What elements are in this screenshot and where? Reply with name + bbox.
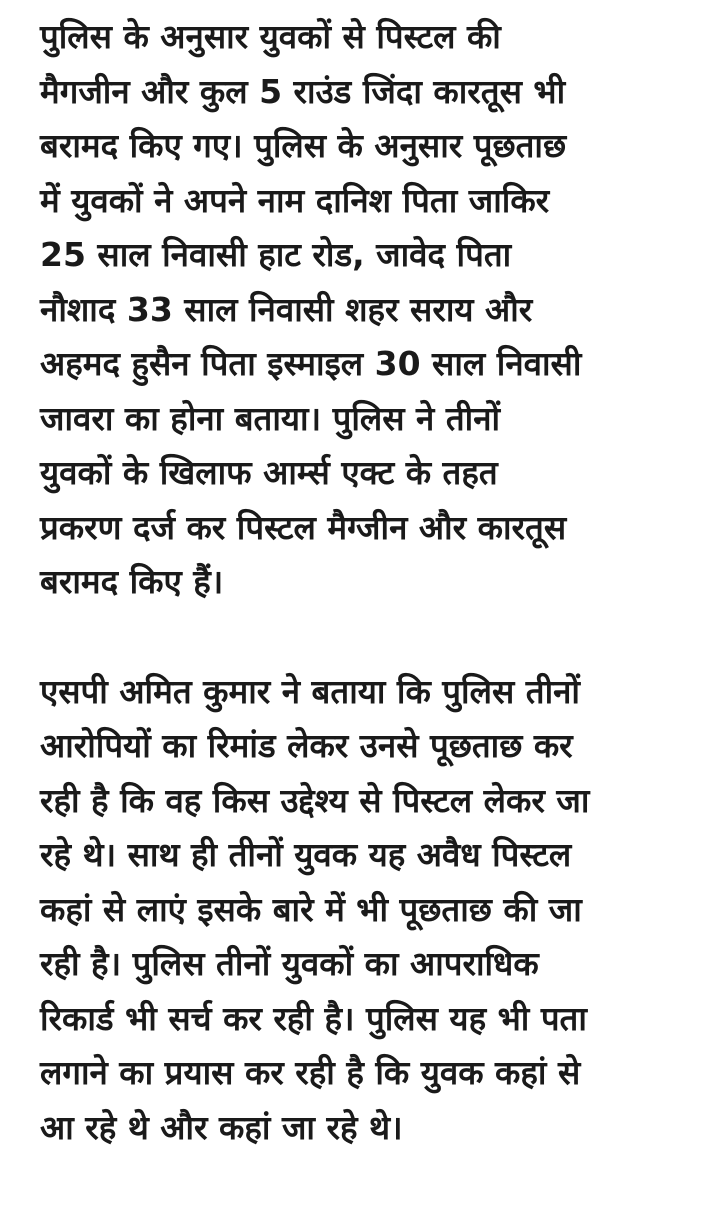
article-body bbox=[40, 10, 690, 1155]
paragraph-line: युवकों के खिलाफ आर्म्स एक्ट के तहत bbox=[40, 453, 498, 492]
paragraph-spacer bbox=[40, 610, 690, 665]
paragraph-line: आरोपियों का रिमांड लेकर उनसे पूछताछ कर bbox=[40, 726, 573, 765]
paragraph-line: मैगजीन और कुल 5 राउंड जिंदा कारतूस भी bbox=[40, 71, 566, 111]
paragraph-line: आ रहे थे और कहां जा रहे थे। bbox=[40, 1107, 403, 1147]
paragraph-line: प्रकरण दर्ज कर पिस्टल मैग्जीन और कारतूस bbox=[40, 507, 567, 547]
paragraph-1 bbox=[40, 10, 690, 610]
paragraph-line: रही है। पुलिस तीनों युवकों का आपराधिक bbox=[40, 944, 539, 983]
paragraph-line: नौशाद 33 साल निवासी शहर सराय और bbox=[40, 289, 533, 329]
paragraph-line: बरामद किए गए। पुलिस के अनुसार पूछताछ bbox=[40, 126, 567, 165]
paragraph-line: लगाने का प्रयास कर रही है कि युवक कहां से bbox=[40, 1053, 581, 1092]
paragraph-line: 25 साल निवासी हाट रोड, जावेद पिता bbox=[40, 235, 512, 274]
paragraph-line: बरामद किए हैं। bbox=[40, 562, 224, 601]
paragraph-2 bbox=[40, 665, 690, 1156]
paragraph-line: जावरा का होना बताया। पुलिस ने तीनों bbox=[40, 398, 501, 438]
paragraph-line: अहमद हुसैन पिता इस्माइल 30 साल निवासी bbox=[40, 344, 582, 383]
paragraph-line: रिकार्ड भी सर्च कर रही है। पुलिस यह भी पता bbox=[40, 998, 587, 1038]
paragraph-line: एसपी अमित कुमार ने बताया कि पुलिस तीनों bbox=[40, 671, 580, 711]
paragraph-line: कहां से लाएं इसके बारे में भी पूछताछ की जा bbox=[40, 889, 582, 929]
paragraph-line: रहे थे। साथ ही तीनों युवक यह अवैध पिस्टल bbox=[40, 835, 572, 874]
paragraph-line: रही है कि वह किस उद्देश्य से पिस्टल लेकर जा bbox=[40, 780, 590, 820]
paragraph-line: पुलिस के अनुसार युवकों से पिस्टल की bbox=[40, 17, 501, 56]
paragraph-line: में युवकों ने अपने नाम दानिश पिता जाकिर bbox=[40, 180, 550, 220]
